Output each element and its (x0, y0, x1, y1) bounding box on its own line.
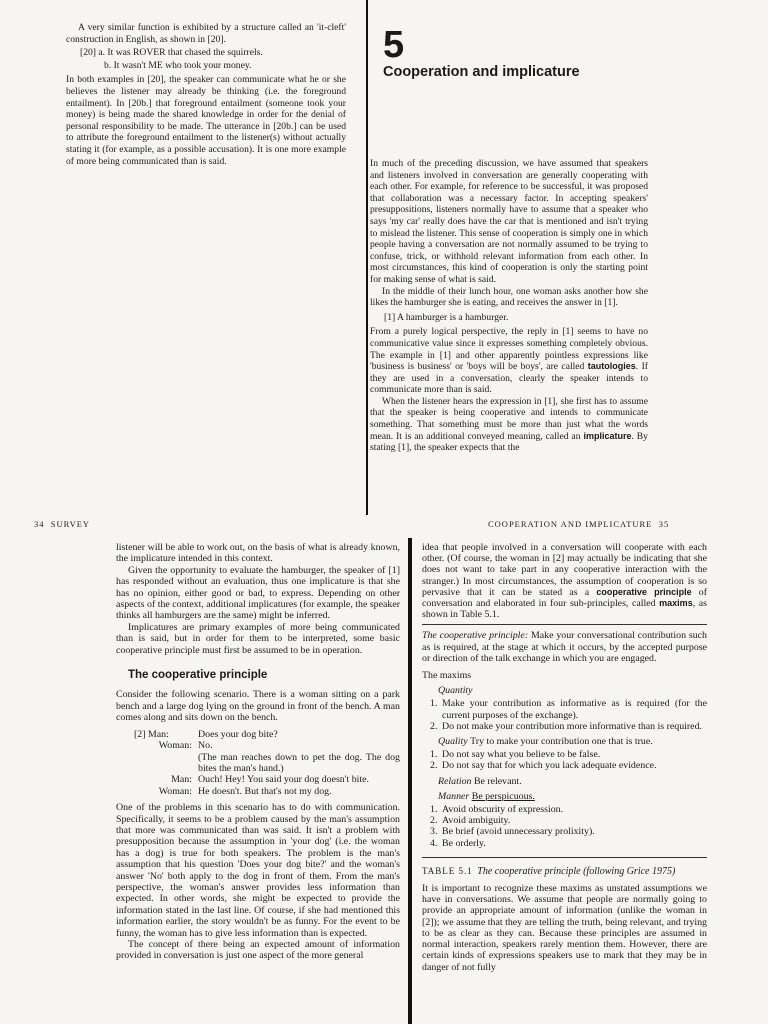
tautology-text-b: . If they are used in a conversation, clearly the speaker intends to communicate more than is said. (370, 361, 648, 396)
cooperation-text-c: , as shown in Table 5.1. (422, 598, 707, 621)
term-implicature: implicature (583, 430, 632, 441)
example-1: [1] A hamburger is a hamburger. (384, 311, 509, 323)
top-right-column (370, 158, 648, 454)
page-gutter-line (366, 0, 368, 515)
running-title-right: COOPERATION AND IMPLICATURE (488, 519, 653, 529)
cooperative-principle-statement (422, 630, 707, 664)
item-text: Do not say that for which you lack adequate evidence. (442, 760, 657, 772)
scenario-paragraph: Consider the following scenario. There is a woman sitting on a park bench and a large dog lying on the ground in front of the bench. A man comes along and sits down on the bench. (116, 689, 400, 724)
example-20a: [20] a. It was ROVER that chased the squirrels. (80, 47, 263, 59)
speaker-label: Woman: (158, 740, 192, 752)
continued-paragraph: listener will be able to work out, on the basis of what is already known, the implicature intended in this context. (116, 542, 400, 565)
item-number: 1. (430, 804, 438, 816)
maxim-manner-text: Be perspicuous. (471, 790, 535, 802)
top-left-column (66, 22, 346, 167)
item-number: 2. (430, 815, 438, 827)
maxim-item (430, 815, 707, 826)
example-20b: b. It wasn't ME who took your money. (104, 59, 252, 71)
term-maxims: maxims (659, 598, 693, 609)
cooperation-paragraph (422, 542, 707, 620)
problem-paragraph: One of the problems in this scenario has to do with communication. Specifically, it seems to be a problem caused by the man's assumption that more was communicated than was said. It isn't a problem with presupposition because the assumption in 'your dog' (i.e. the woman has a dog) is true for both speakers. The problem is the man's assumption that his question 'Does your dog bite?' and the woman's answer 'No' both apply to the dog in front of them. From the man's perspective, the woman's answer provides less information than expected. In other words, she might be expected to provide the information stated in the last line. Of course, if she had mentioned this information earlier, the story wouldn't be as funny. For the event to be funny, the woman has to give less information than is expected. (116, 802, 400, 939)
dialogue-line (134, 786, 400, 797)
dialogue-line (134, 740, 400, 751)
page-number-left: 34 (34, 519, 45, 529)
implicature-text-b: . By stating [1], the speaker expects that the (370, 430, 648, 454)
table-label: TABLE 5.1 (422, 865, 473, 876)
cooperation-text-b: of conversation and elaborated in four sub-principles, called (422, 586, 707, 610)
tautology-paragraph (370, 326, 648, 396)
speaker-label: Woman: (158, 785, 192, 797)
chapter-title: Cooperation and implicature (383, 64, 580, 80)
item-text: Make your contribution as informative as is required (for the current purposes of the exchange). (442, 698, 707, 721)
item-text: Do not make your contribution more informative than is required. (442, 720, 702, 732)
item-number: 1. (430, 749, 438, 761)
expected-information-paragraph: The concept of there being an expected amount of information provided in conversation is just one aspect of the more general (116, 939, 400, 962)
dialogue-line (134, 729, 400, 740)
item-text: Be orderly. (442, 837, 486, 849)
maxim-item (430, 698, 707, 720)
dialogue-text: No. (198, 740, 213, 752)
example-number: [2] (134, 728, 146, 740)
term-cooperative-principle: cooperative principle (596, 586, 692, 597)
chapter-intro-paragraph: In much of the preceding discussion, we have assumed that speakers and listeners involved in conversation are generally cooperating with each other. For example, for reference to be successful, it was proposed that collaboration was a necessary factor. In accepting speakers' presuppositions, listeners normally have to assume that a speaker who says 'my car' really does have the car that is mentioned and isn't trying to mislead the listener. This sense of cooperation is simply one in which people having a conversation are not normally assumed to be trying to confuse, trick, or withhold relevant information from each other. In most circumstances, this kind of cooperation is only the starting point for making sense of what is said. (370, 158, 648, 285)
maxim-quality-label: Quality (438, 736, 468, 748)
item-text: Be brief (avoid unnecessary prolixity). (442, 826, 595, 838)
item-number: 2. (430, 760, 438, 772)
running-head-left (34, 519, 90, 529)
body-paragraph: In both examples in [20], the speaker can communicate what he or she believes the listener may already be thinking (i.e. the foreground entailment). In [20b.] that foreground entailment (someone took your money) is being made the shared knowledge in order for the denial of personal responsibility to be made. The utterance in [20b.] can be used to attribute the foreground entailment to the listener(s) without actually stating it (for example, as a possible accusation). It is one more example of more being communicated than is said. (66, 74, 346, 167)
cp-text: Make your conversational contribution such as is required, at the stage at which it occurs, by the accepted purpose or direction of the talk exchange in which you are engaged. (422, 630, 707, 664)
item-number: 4. (430, 837, 438, 849)
maxim-manner-heading (438, 791, 707, 802)
bottom-left-column (116, 542, 400, 962)
page-number-right: 35 (658, 519, 670, 529)
speaker-label: Man: (147, 728, 169, 740)
section-heading: The cooperative principle (128, 669, 268, 682)
maxim-item (430, 826, 707, 837)
term-tautologies: tautologies (587, 361, 636, 372)
cp-label: The cooperative principle: (422, 630, 529, 642)
cooperation-text-a: idea that people involved in a conversation will cooperate with each other. (Of course, the woman in [2] may actually be indicating that she does not want to take part in any cooperative interaction with the stranger.) In most circumstances, the assumption of cooperation is so pervasive that it can be stated as a (422, 542, 707, 598)
maxim-item (430, 760, 707, 771)
maxim-relation-label: Relation (438, 775, 472, 787)
running-title-left: SURVEY (50, 519, 91, 529)
table-caption (422, 866, 707, 877)
item-text: Avoid ambiguity. (442, 815, 511, 827)
stage-direction: (The man reaches down to pet the dog. The dog bites the man's hand.) (198, 751, 400, 774)
lunch-paragraph: In the middle of their lunch hour, one woman asks another how she likes the hamburger she is eating, and receives the answer in [1]. (370, 285, 648, 309)
tautology-text-a: From a purely logical perspective, the reply in [1] seems to have no communicative value since it expresses something completely obvious. The example in [1] and other apparently pointless expressions like 'business is business' or 'boys will be boys', are called (370, 326, 648, 373)
dialogue-text: Does your dog bite? (198, 728, 278, 740)
primary-examples-paragraph: Implicatures are primary examples of more being communicated than is said, but in order for them to be interpreted, some basic cooperative principle must first be assumed to be in operation. (116, 621, 400, 656)
maxim-item (430, 838, 707, 849)
bottom-gutter-line (408, 538, 412, 1024)
item-text: Do not say what you believe to be false. (442, 749, 601, 761)
maxim-manner-label: Manner (438, 790, 470, 802)
maxims-heading: The maxims (422, 670, 472, 682)
maxim-item (430, 721, 707, 732)
implicature-paragraph (370, 396, 648, 454)
maxim-item (430, 749, 707, 760)
maxim-relation-text: Be relevant. (473, 775, 522, 787)
maxim-quality-text: Try to make your contribution one that is true. (470, 736, 653, 748)
maxim-quantity-heading: Quantity (438, 685, 473, 697)
maxim-relation-heading (438, 776, 707, 787)
item-text: Avoid obscurity of expression. (442, 804, 564, 816)
item-number: 3. (430, 826, 438, 838)
maxims-discussion-paragraph: It is important to recognize these maxims as unstated assumptions we have in conversations. We assume that people are normally going to provide an appropriate amount of information (unlike the woman in [2]); we assume that they are telling the truth, being relevant, and trying to be as clear as they can. Because these principles are assumed in normal interaction, speakers rarely mention them. However, there are certain kinds of expressions speakers use to mark that they may be in danger of not fully (422, 883, 707, 973)
implicature-text-a: When the listener hears the expression in [1], she first has to assume that the speaker is being cooperative and intends to communicate something. That something must be more than just what the words mean. It is an additional conveyed meaning, called an (370, 395, 648, 442)
dialogue-example-2 (134, 729, 400, 797)
maxim-item (430, 804, 707, 815)
maxim-quality-heading (438, 736, 707, 747)
item-number: 2. (430, 720, 438, 732)
chapter-number: 5 (383, 24, 405, 66)
table-caption-text: The cooperative principle (following Grice 1975) (477, 865, 676, 877)
item-number: 1. (430, 698, 438, 710)
bottom-right-column (422, 542, 707, 973)
running-head-right (488, 519, 669, 529)
maxims-table (422, 624, 707, 857)
evaluation-paragraph: Given the opportunity to evaluate the hamburger, the speaker of [1] has responded without an evaluation, thus one implicature is that she has no opinion, either good or bad, to express. Depending on other aspects of the context, additional implicatures (for example, the speaker thinks all hamburgers are the same) might be inferred. (116, 564, 400, 622)
speaker-label: Man: (171, 774, 192, 786)
dialogue-line (134, 774, 400, 785)
dialogue-text: He doesn't. But that's not my dog. (198, 785, 332, 797)
intro-paragraph: A very similar function is exhibited by a structure called an 'it-cleft' construction in English, as shown in [20]. (66, 22, 346, 45)
dialogue-text: Ouch! Hey! You said your dog doesn't bite. (198, 774, 370, 786)
